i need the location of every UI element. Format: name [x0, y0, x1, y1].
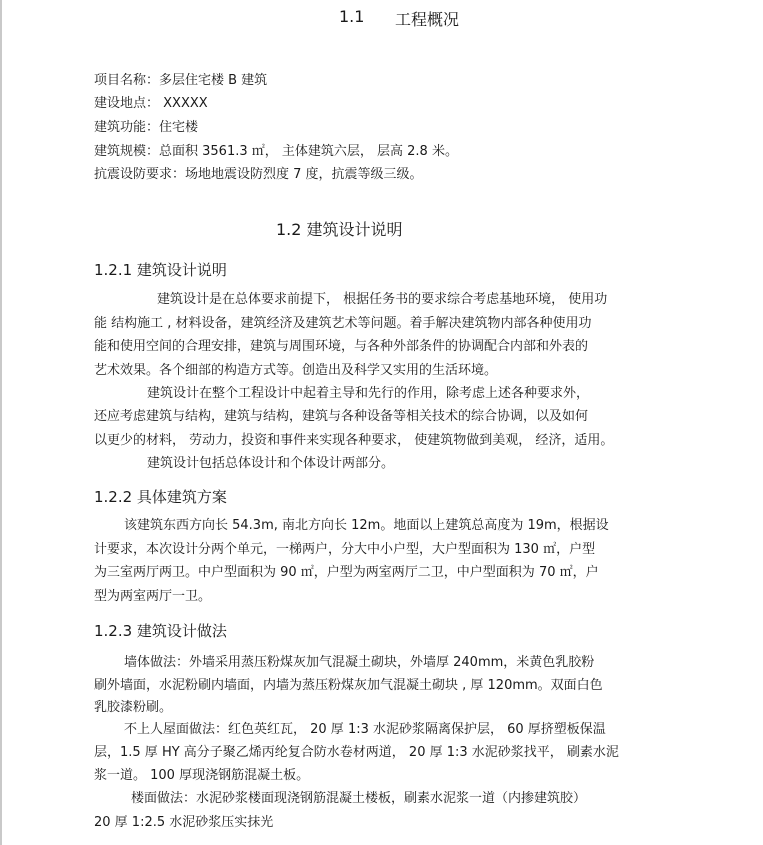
paragraph-line: 20 厚 1:2.5 水泥砂浆压实抹光: [94, 815, 274, 830]
project-scale: 建筑规模：总面积 3561.3 ㎡， 主体建筑六层， 层高 2.8 米。: [94, 144, 458, 159]
paragraph-line: 能 结构施工 , 材料设备，建筑经济及建筑艺术等问题。着手解决建筑物内部各种使用功: [94, 316, 592, 331]
paragraph-line: 浆一道。 100 厚现浇钢筋混凝土板。: [94, 768, 310, 783]
paragraph-line: 还应考虑建筑与结构，建筑与结构，建筑与各种设备等相关技术的综合协调，以及如何: [94, 409, 589, 424]
paragraph-line: 以更少的材料， 劳动力，投资和事件来实现各种要求， 使建筑物做到美观， 经济，适用。: [94, 433, 614, 448]
paragraph-line: 乳胶漆粉刷。: [94, 700, 173, 715]
section-1-2-1-title: 1.2.1 建筑设计说明: [94, 261, 227, 279]
paragraph-line: 计要求，本次设计分两个单元，一梯两户，分大中小户型，大户型面积为 130 ㎡，户型: [94, 542, 596, 557]
paragraph-line: 楼面做法：水泥砂浆楼面现浇钢筋混凝土楼板，刷素水泥浆一道（内掺建筑胶）: [131, 791, 587, 806]
paragraph-line: 能和使用空间的合理安排，建筑与周围环境，与各种外部条件的协调配合内部和外表的: [94, 339, 589, 354]
paragraph-line: 建筑设计在整个工程设计中起着主导和先行的作用，除考虑上述各种要求外，: [147, 386, 590, 401]
paragraph-line: 刷外墙面，水泥粉刷内墙面，内墙为蒸压粉煤灰加气混凝土砌块 , 厚 120mm。双面白色: [94, 678, 603, 693]
paragraph-line: 艺术效果。各个细部的构造方式等。创造出及科学又实用的生活环境。: [94, 363, 498, 378]
section-1-2-2-title: 1.2.2 具体建筑方案: [94, 488, 227, 506]
project-location: 建设地点： XXXXX: [94, 96, 208, 111]
paragraph-line: 为三室两厅两卫。中户型面积为 90 ㎡，户型为两室两厅二卫，中户型面积为 70 ㎡，户: [94, 565, 599, 580]
paragraph-line: 型为两室两厅一卫。: [94, 589, 212, 604]
paragraph-line: 不上人屋面做法：红色英红瓦， 20 厚 1:3 水泥砂浆隔离保护层， 60 厚挤塑板保温: [124, 722, 606, 737]
project-seismic: 抗震设防要求：场地地震设防烈度 7 度，抗震等级三级。: [94, 167, 423, 182]
page-edge: [0, 0, 2, 845]
heading-number: 1.1: [339, 7, 365, 26]
paragraph-line: 建筑设计是在总体要求前提下， 根据任务书的要求综合考虑基地环境， 使用功: [157, 292, 608, 307]
section-1-2-title: 1.2 建筑设计说明: [276, 220, 403, 239]
paragraph-line: 层，1.5 厚 HY 高分子聚乙烯丙纶复合防水卷材两道， 20 厚 1:3 水泥砂浆找平， 刷素水泥: [94, 745, 619, 760]
project-function: 建筑功能：住宅楼: [94, 120, 199, 135]
paragraph-line: 建筑设计包括总体设计和个体设计两部分。: [147, 456, 395, 471]
project-name: 项目名称：多层住宅楼 B 建筑: [94, 73, 268, 88]
heading-title: 工程概况: [395, 10, 460, 29]
section-1-2-3-title: 1.2.3 建筑设计做法: [94, 622, 227, 640]
paragraph-line: 墙体做法：外墙采用蒸压粉煤灰加气混凝土砌块，外墙厚 240mm，米黄色乳胶粉: [124, 655, 595, 670]
paragraph-line: 该建筑东西方向长 54.3m, 南北方向长 12m。地面以上建筑总高度为 19m，根据设: [124, 518, 609, 533]
